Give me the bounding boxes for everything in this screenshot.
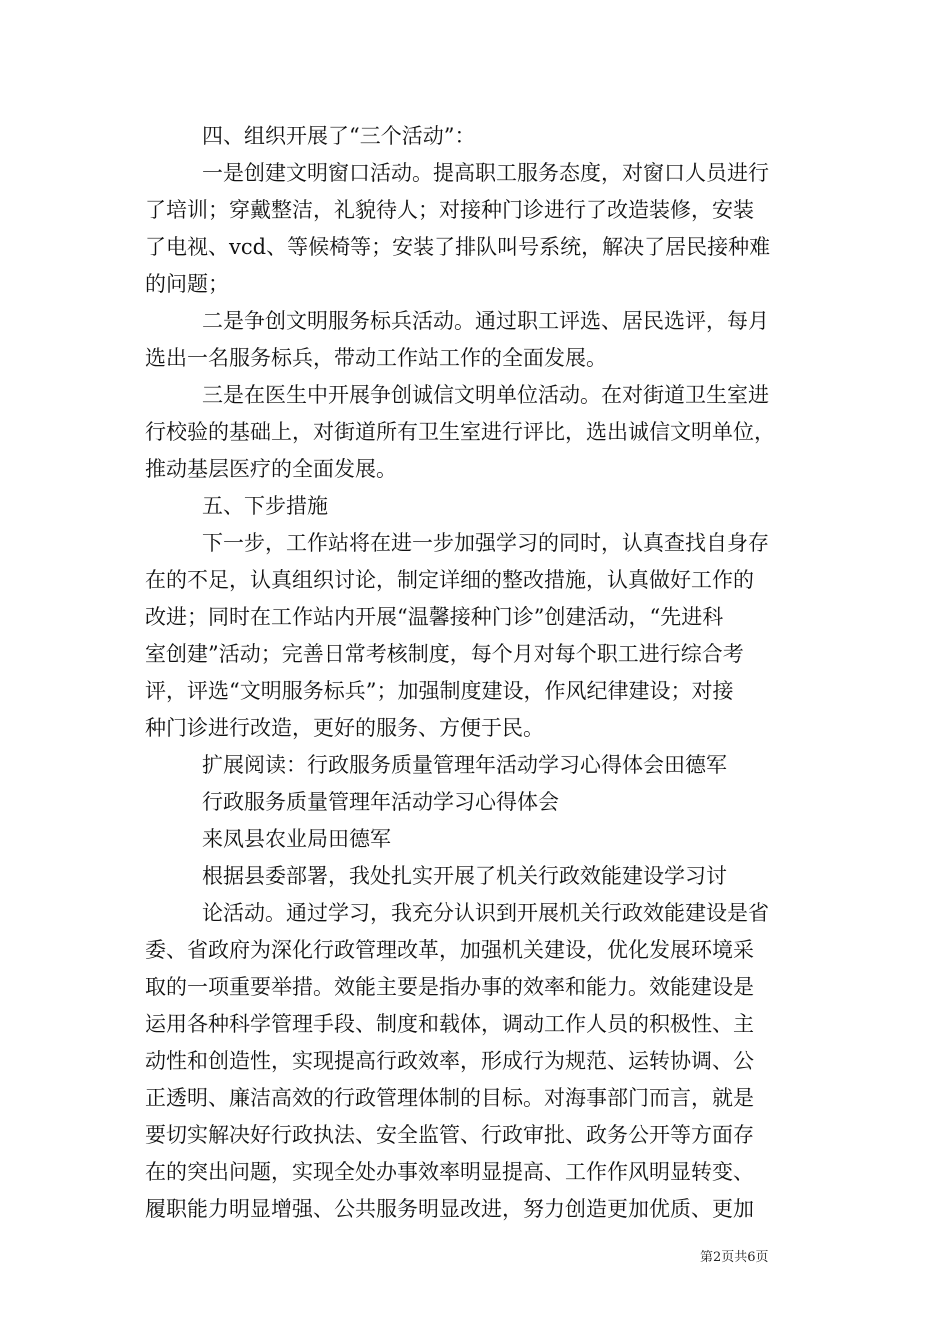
paragraph-line: 论活动。通过学习，我充分认识到开展机关行政效能建设是省: [202, 901, 769, 925]
paragraph-line: 履职能力明显增强、公共服务明显改进，努力创造更加优质、更加: [145, 1197, 754, 1221]
heading-section-5: 五、下步措施: [202, 494, 328, 518]
paragraph-line: 的问题；: [145, 272, 229, 296]
paragraph-line: 选出一名服务标兵，带动工作站工作的全面发展。: [145, 346, 607, 370]
paragraph-line: 下一步，工作站将在进一步加强学习的同时，认真查找自身存: [202, 531, 769, 555]
paragraph-line: 室创建”活动；完善日常考核制度，每个月对每个职工进行综合考: [145, 642, 744, 666]
extended-reading-line: 扩展阅读：行政服务质量管理年活动学习心得体会田德军: [202, 753, 727, 777]
paragraph-line: 正透明、廉洁高效的行政管理体制的目标。对海事部门而言，就是: [145, 1086, 754, 1110]
paragraph-line: 了电视、vcd、等候椅等；安装了排队叫号系统，解决了居民接种难: [145, 235, 771, 259]
paragraph-line: 取的一项重要举措。效能主要是指办事的效率和能力。效能建设是: [145, 975, 754, 999]
paragraph-line: 推动基层医疗的全面发展。: [145, 457, 397, 481]
paragraph-line: 委、省政府为深化行政管理改革，加强机关建设，优化发展环境采: [145, 938, 754, 962]
article-author: 来凤县农业局田德军: [202, 827, 391, 851]
paragraph-line: 种门诊进行改造，更好的服务、方便于民。: [145, 716, 544, 740]
heading-section-4: 四、组织开展了“三个活动”：: [202, 124, 476, 148]
paragraph-line: 评，评选“文明服务标兵”；加强制度建设，作风纪律建设；对接: [145, 679, 734, 703]
paragraph-line: 动性和创造性，实现提高行政效率，形成行为规范、运转协调、公: [145, 1049, 754, 1073]
paragraph-line: 改进；同时在工作站内开展“温馨接种门诊”创建活动，“先进科: [145, 605, 724, 629]
paragraph-line: 根据县委部署，我处扎实开展了机关行政效能建设学习讨: [202, 864, 727, 888]
paragraph-line: 三是在医生中开展争创诚信文明单位活动。在对街道卫生室进: [202, 383, 769, 407]
page-number: 第2页共6页: [700, 1250, 769, 1265]
paragraph-line: 行校验的基础上，对街道所有卫生室进行评比，选出诚信文明单位，: [145, 420, 775, 444]
paragraph-line: 一是创建文明窗口活动。提高职工服务态度，对窗口人员进行: [202, 161, 769, 185]
paragraph-line: 运用各种科学管理手段、制度和载体，调动工作人员的积极性、主: [145, 1012, 754, 1036]
paragraph-line: 了培训；穿戴整洁，礼貌待人；对接种门诊进行了改造装修，安装: [145, 198, 754, 222]
document-body: [145, 118, 815, 1228]
paragraph-line: 二是争创文明服务标兵活动。通过职工评选、居民选评，每月: [202, 309, 769, 333]
paragraph-line: 要切实解决好行政执法、安全监管、行政审批、政务公开等方面存: [145, 1123, 754, 1147]
paragraph-line: 在的不足，认真组织讨论，制定详细的整改措施，认真做好工作的: [145, 568, 754, 592]
article-title: 行政服务质量管理年活动学习心得体会: [202, 790, 559, 814]
paragraph-line: 在的突出问题，实现全处办事效率明显提高、工作作风明显转变、: [145, 1160, 754, 1184]
